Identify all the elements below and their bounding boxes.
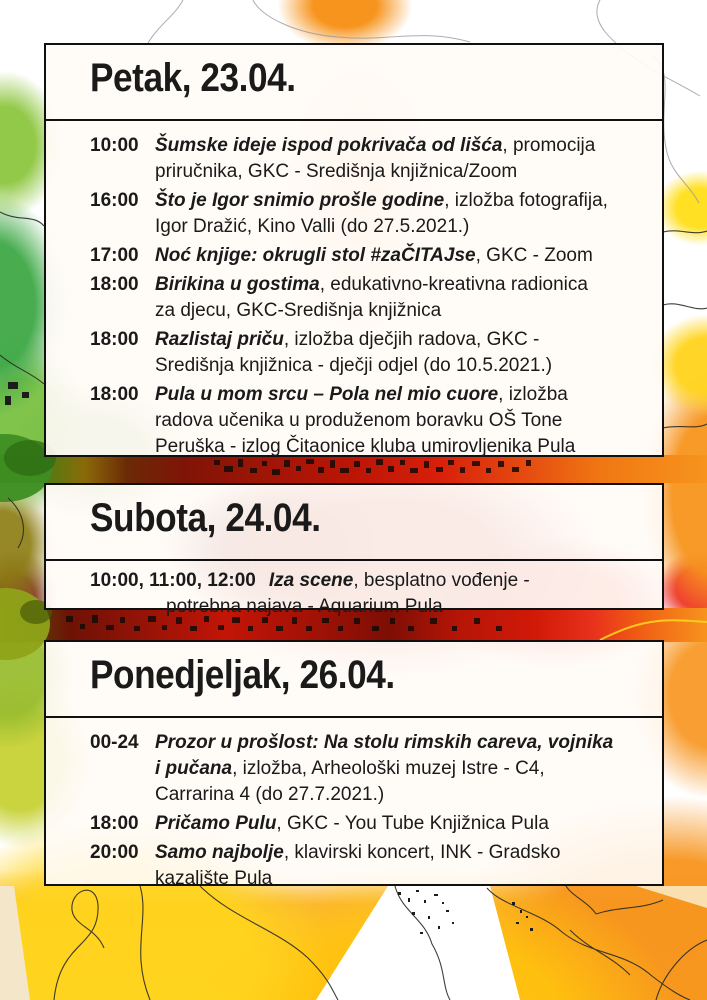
event-text: , izložba dječjih radova, GKC - <box>283 329 540 350</box>
event-text: kazalište Pula <box>155 868 273 889</box>
event-time: 17:00 <box>90 245 139 266</box>
day-panel-subota <box>44 483 664 617</box>
event-text: , promocija <box>502 135 596 156</box>
event-row <box>90 327 654 379</box>
event-time: 00-24 <box>90 732 139 753</box>
event-line <box>90 594 654 620</box>
day-title: Petak, 23.04. <box>90 56 296 100</box>
event-line <box>90 159 654 185</box>
event-title: Birikina u gostima <box>155 274 320 295</box>
day-panel-ponedjeljak <box>44 640 664 889</box>
event-text: priručnika, GKC - Središnja knjižnica/Zoom <box>155 161 518 182</box>
event-row <box>90 730 654 808</box>
event-line <box>90 408 654 434</box>
event-text: , izložba, Arheološki muzej Istre - C4, <box>232 758 545 779</box>
event-line <box>90 327 654 353</box>
event-time: 20:00 <box>90 842 139 863</box>
event-list <box>46 121 662 460</box>
event-title: Šumske ideje ispod pokrivača od lišća <box>155 135 503 156</box>
event-time: 10:00 <box>90 135 139 156</box>
event-title: i pučana <box>155 758 233 779</box>
event-text: za djecu, GKC-Središnja knjižnica <box>155 300 442 321</box>
event-text: , besplatno vođenje - <box>353 570 530 591</box>
event-title: Razlistaj priču <box>155 329 284 350</box>
event-text: , izložba fotografija, <box>444 190 608 211</box>
event-text: , edukativno-kreativna radionica <box>319 274 588 295</box>
event-line <box>90 756 654 782</box>
event-text: Carrarina 4 (do 27.7.2021.) <box>155 784 385 805</box>
event-text: potrebna najava - Aquarium Pula <box>166 596 443 617</box>
event-line <box>90 568 654 594</box>
event-title: Iza scene <box>268 570 354 591</box>
event-row <box>90 243 654 269</box>
event-title: Pričamo Pulu <box>155 813 277 834</box>
event-title: Noć knjige: okrugli stol #zaČITAJse <box>155 245 476 266</box>
event-row <box>90 188 654 240</box>
event-line <box>90 243 654 269</box>
event-text: , GKC - You Tube Knjižnica Pula <box>276 813 549 834</box>
event-line <box>90 214 654 240</box>
event-line <box>90 730 654 756</box>
event-line <box>90 382 654 408</box>
day-panel-petak <box>44 43 664 457</box>
event-time: 18:00 <box>90 813 139 834</box>
event-line <box>90 434 654 460</box>
day-title-bar <box>46 642 662 718</box>
event-time: 16:00 <box>90 190 139 211</box>
event-row <box>90 568 654 620</box>
event-time: 18:00 <box>90 274 139 295</box>
event-line <box>90 840 654 866</box>
event-row <box>90 840 654 892</box>
day-title-bar <box>46 45 662 121</box>
event-text: Peruška - izlog Čitaonice kluba umirovljenika Pula <box>155 436 576 457</box>
event-line <box>90 866 654 892</box>
event-row <box>90 133 654 185</box>
event-line <box>90 133 654 159</box>
event-title: Pula u mom srcu – Pola nel mio cuore <box>155 384 499 405</box>
day-title: Subota, 24.04. <box>90 496 321 540</box>
event-time: 18:00 <box>90 329 139 350</box>
event-title: Što je Igor snimio prošle godine <box>155 190 445 211</box>
event-list <box>46 718 662 892</box>
event-line <box>90 782 654 808</box>
event-title: Samo najbolje <box>155 842 284 863</box>
event-line <box>90 811 654 837</box>
event-text: Igor Dražić, Kino Valli (do 27.5.2021.) <box>155 216 470 237</box>
event-text: , izložba <box>498 384 568 405</box>
event-text: Središnja knjižnica - dječji odjel (do 10.5.2021.) <box>155 355 553 376</box>
event-line <box>90 188 654 214</box>
event-row <box>90 382 654 460</box>
event-list <box>46 561 662 620</box>
day-title-bar <box>46 485 662 561</box>
event-row <box>90 811 654 837</box>
day-title: Ponedjeljak, 26.04. <box>90 653 395 697</box>
event-line <box>90 353 654 379</box>
event-row <box>90 272 654 324</box>
event-line <box>90 298 654 324</box>
event-line <box>90 272 654 298</box>
event-text: radova učenika u produženom boravku OŠ Tone <box>155 410 563 431</box>
event-text: , GKC - Zoom <box>475 245 593 266</box>
event-time: 10:00, 11:00, 12:00 <box>90 570 256 591</box>
event-text: , klavirski koncert, INK - Gradsko <box>283 842 561 863</box>
event-title: Prozor u prošlost: Na stolu rimskih careva, vojnika <box>155 732 614 753</box>
event-time: 18:00 <box>90 384 139 405</box>
